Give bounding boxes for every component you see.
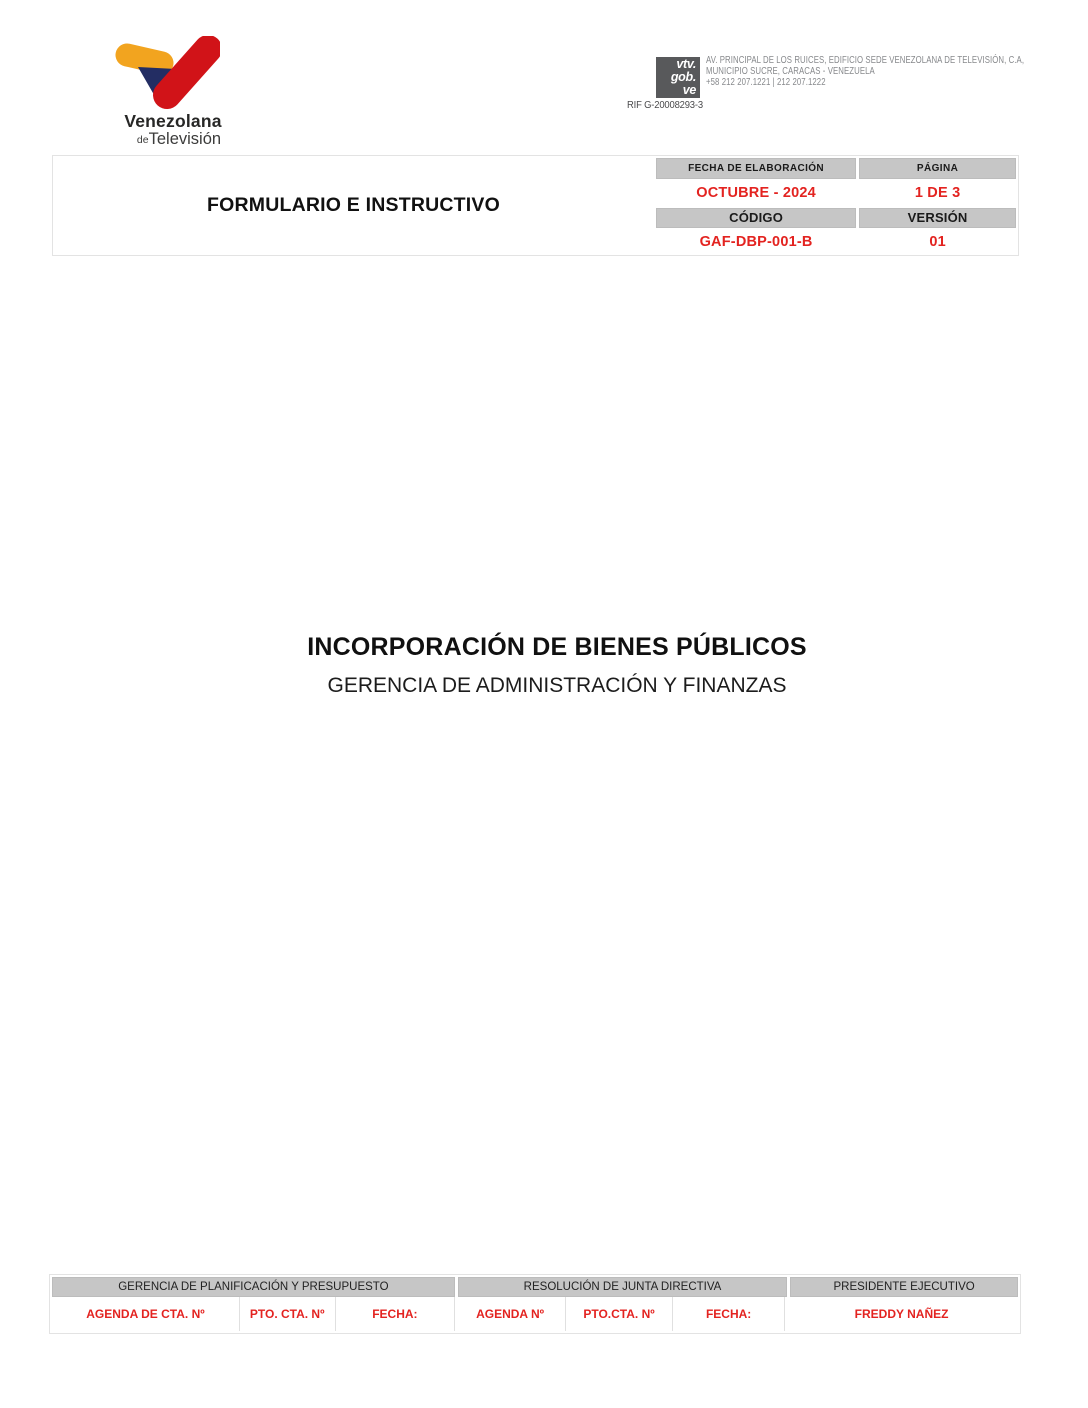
- vtv-logo-mark: [108, 36, 220, 119]
- header-table: [52, 155, 1019, 256]
- cell-pto-cta-1: PTO. CTA. Nº: [240, 1297, 336, 1331]
- rif-number: RIF G-20008293-3: [627, 99, 703, 111]
- gov-square-line1: vtv.: [676, 57, 696, 71]
- value-pagina: 1 DE 3: [914, 185, 961, 202]
- wordmark-venezolana: Venezolana: [124, 111, 222, 131]
- gov-square-line3: ve: [682, 83, 696, 97]
- gov-square-line2: gob.: [670, 70, 696, 84]
- group-resolucion-junta: RESOLUCIÓN DE JUNTA DIRECTIVA: [458, 1277, 787, 1297]
- value-version: 01: [929, 233, 946, 250]
- cell-presidente-nombre: FREDDY NAÑEZ: [854, 1307, 949, 1321]
- group-gerencia-planificacion: GERENCIA DE PLANIFICACIÓN Y PRESUPUESTO: [52, 1277, 455, 1297]
- cell-fecha-1: FECHA:: [336, 1297, 456, 1331]
- vtv-wordmark: [98, 112, 248, 149]
- form-title: FORMULARIO E INSTRUCTIVO: [207, 194, 500, 216]
- vtv-gob-ve-logo: [656, 57, 700, 98]
- label-codigo: CÓDIGO: [656, 208, 856, 228]
- cell-agenda: AGENDA Nº: [455, 1297, 566, 1331]
- address-block: [706, 55, 1024, 88]
- vtv-checkmark-icon: [108, 36, 220, 114]
- cell-agenda-de-cta: AGENDA DE CTA. Nº: [52, 1297, 240, 1331]
- wordmark-de: de: [136, 133, 149, 146]
- header-table-grid: [654, 156, 1018, 255]
- footer-table: [49, 1274, 1021, 1334]
- address-line-3: +58 212 207.1221 | 212 207.1222: [706, 77, 826, 88]
- document-subtitle: GERENCIA DE ADMINISTRACIÓN Y FINANZAS: [327, 674, 787, 697]
- group-presidente-ejecutivo: PRESIDENTE EJECUTIVO: [790, 1277, 1018, 1297]
- wordmark-de-television: [110, 131, 248, 149]
- footer-table-header: [52, 1277, 1018, 1297]
- document-titles: [0, 633, 1088, 698]
- document-title: INCORPORACIÓN DE BIENES PÚBLICOS: [307, 633, 807, 661]
- value-fecha-elaboracion: OCTUBRE - 2024: [696, 185, 816, 202]
- label-version: VERSIÓN: [859, 208, 1016, 228]
- value-codigo: GAF-DBP-001-B: [699, 233, 813, 250]
- cell-pto-cta-2: PTO.CTA. Nº: [566, 1297, 673, 1331]
- footer-table-body: [52, 1297, 1018, 1331]
- cell-fecha-2: FECHA:: [673, 1297, 785, 1331]
- label-pagina: PÁGINA: [859, 158, 1016, 179]
- address-line-1: AV. PRINCIPAL DE LOS RUICES, EDIFICIO SEDE VENEZOLANA DE TELEVISIÓN, C.A,: [706, 55, 1025, 66]
- wordmark-television: Televisión: [148, 129, 222, 148]
- label-fecha-elaboracion: FECHA DE ELABORACIÓN: [656, 158, 856, 179]
- address-line-2: MUNICIPIO SUCRE, CARACAS - VENEZUELA: [706, 66, 875, 77]
